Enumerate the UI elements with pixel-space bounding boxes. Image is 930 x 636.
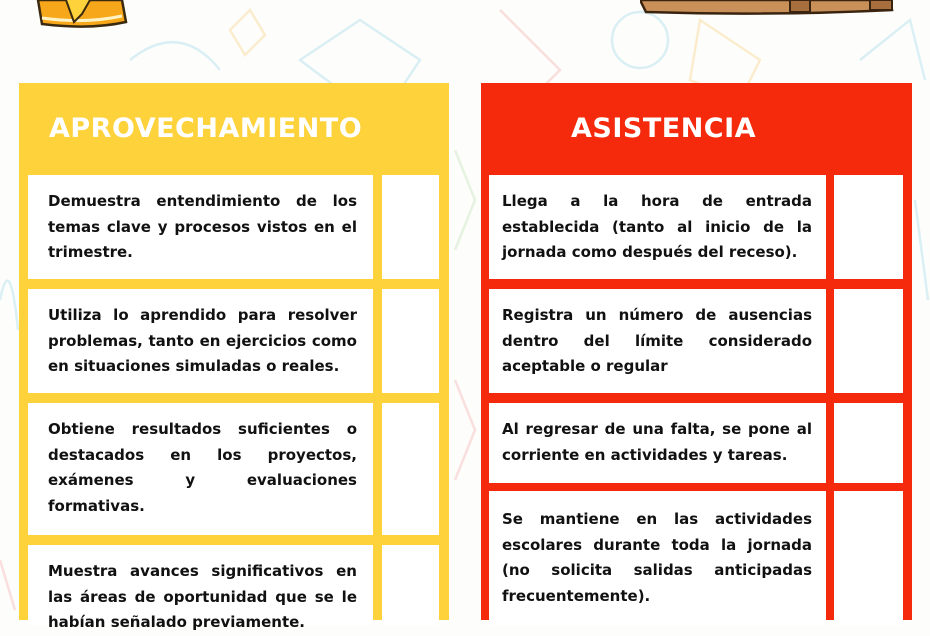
aprovechamiento-item-2 bbox=[28, 289, 373, 393]
asistencia-item-text: Al regresar de una falta, se pone al corriente en actividades y tareas. bbox=[502, 420, 812, 464]
aprovechamiento-item-text: Obtiene resultados suficientes o destacados en los proyectos, exámenes y evaluaciones formativas. bbox=[48, 420, 357, 515]
asistencia-item-text: Se mantiene en las actividades escolares durante toda la jornada (no solicita salidas anticipadas frecuentemente). bbox=[502, 510, 812, 605]
aprovechamiento-item-2-check-cell[interactable] bbox=[382, 289, 439, 393]
aprovechamiento-panel bbox=[19, 83, 449, 631]
aprovechamiento-item-4-check-cell[interactable] bbox=[382, 545, 439, 625]
asistencia-list bbox=[481, 173, 912, 620]
asistencia-item-3 bbox=[489, 403, 826, 483]
aprovechamiento-item-text: Utiliza lo aprendido para resolver problemas, tanto en ejercicios como en situaciones simuladas o reales. bbox=[48, 306, 357, 375]
aprovechamiento-item-3-check-cell[interactable] bbox=[382, 403, 439, 535]
asistencia-panel bbox=[481, 83, 912, 620]
asistencia-item-3-check-cell[interactable] bbox=[834, 403, 903, 483]
aprovechamiento-item-text: Demuestra entendimiento de los temas clave y procesos vistos en el trimestre. bbox=[48, 192, 357, 261]
asistencia-item-text: Registra un número de ausencias dentro del límite considerado aceptable o regular bbox=[502, 306, 812, 375]
aprovechamiento-list bbox=[19, 173, 449, 631]
aprovechamiento-item-4 bbox=[28, 545, 373, 631]
aprovechamiento-item-text: Muestra avances significativos en las áreas de oportunidad que se le habían señalado previamente. bbox=[48, 562, 357, 631]
asistencia-item-text: Llega a la hora de entrada establecida (tanto al inicio de la jornada como después del receso). bbox=[502, 192, 812, 261]
aprovechamiento-item-1-check-cell[interactable] bbox=[382, 175, 439, 279]
scroll-icon bbox=[640, 0, 900, 16]
asistencia-title: ASISTENCIA bbox=[571, 112, 757, 144]
aprovechamiento-title: APROVECHAMIENTO bbox=[49, 112, 363, 144]
asistencia-item-1 bbox=[489, 175, 826, 279]
asistencia-item-4 bbox=[489, 491, 826, 625]
aprovechamiento-item-3 bbox=[28, 403, 373, 535]
aprovechamiento-item-1 bbox=[28, 175, 373, 279]
asistencia-item-2 bbox=[489, 289, 826, 393]
asistencia-item-4-check-cell[interactable] bbox=[834, 491, 903, 625]
book-stack-icon bbox=[30, 0, 130, 30]
asistencia-item-1-check-cell[interactable] bbox=[834, 175, 903, 279]
asistencia-item-2-check-cell[interactable] bbox=[834, 289, 903, 393]
